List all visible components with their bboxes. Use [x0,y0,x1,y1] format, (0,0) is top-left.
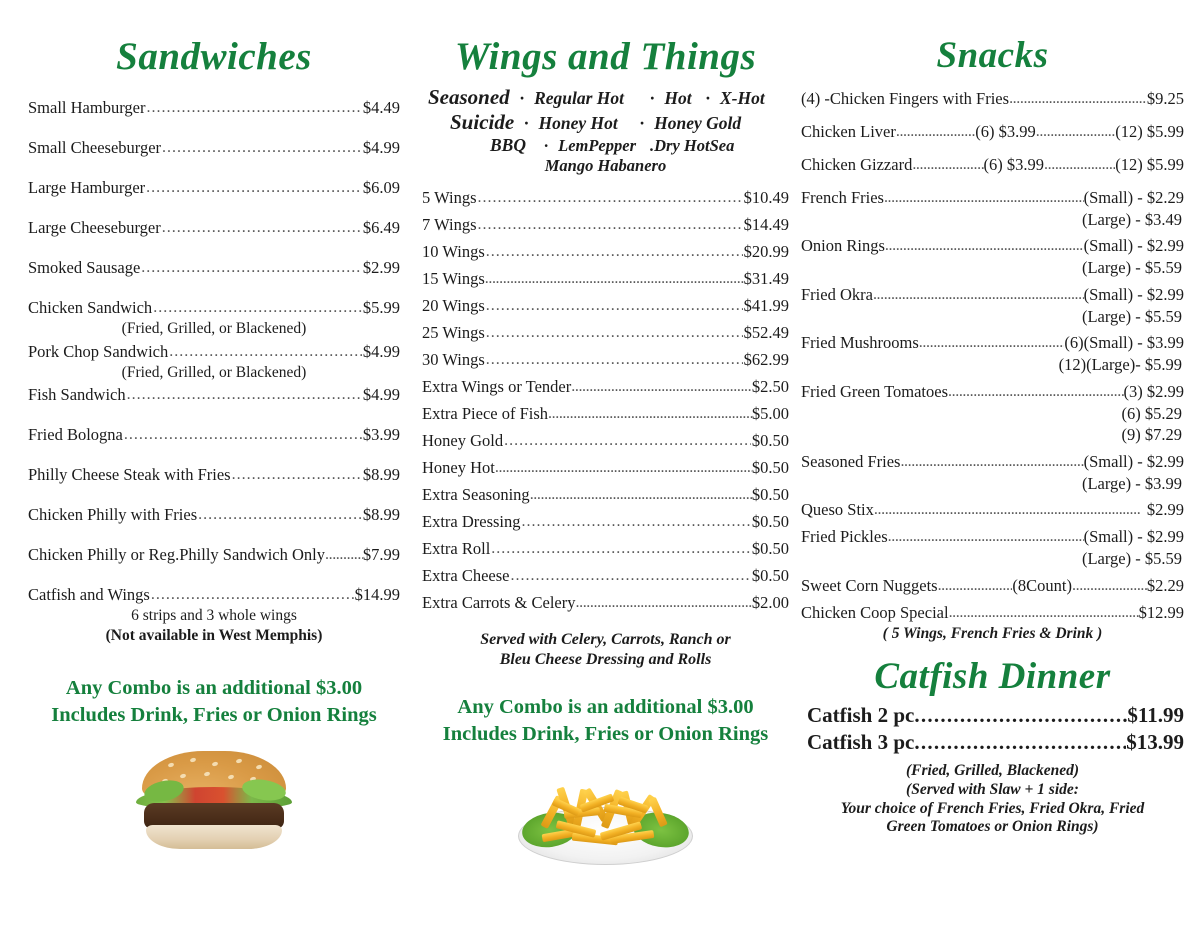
dot-leader [1044,155,1115,175]
menu-item-row [801,452,1184,473]
menu-item-row [422,566,789,587]
item-price: $3.99 [362,425,400,445]
item-price: $31.49 [743,269,789,288]
flavor-line [422,156,789,176]
dot-leader [511,566,751,586]
item-price: $8.99 [362,505,400,525]
dot-leader [485,269,744,289]
item-price: (6)(Small) - $3.99 [1064,333,1184,353]
item-price-large: (12) $5.99 [1115,155,1184,174]
item-name: Large Cheeseburger [28,218,161,237]
flavor-lead: Mango Habanero [544,156,667,175]
dot-leader [571,377,752,397]
dot-leader [124,425,362,445]
item-price: $0.50 [751,566,789,585]
combo-line-2: Includes Drink, Fries or Onion Rings [51,704,377,727]
dot-leader [491,539,751,559]
dot-leader [486,323,743,343]
flavor-line: Seasoned · Regular Hot · Hot · X-Hot [428,85,765,109]
combo-line-1: Any Combo is an additional $3.00 [457,696,754,718]
combo-line-2: Includes Drink, Fries or Onion Rings [442,722,769,745]
item-price: $4.99 [362,138,400,157]
item-price-alt: (12)(Large)- $5.99 [1058,355,1182,375]
catfish-note-2: (Served with Slaw + 1 side: [906,780,1079,798]
column-sandwiches [0,0,410,931]
item-name: Extra Carrots & Celery [422,593,576,612]
catfish-note-4: Green Tomatoes or Onion Rings) [886,818,1099,836]
menu-item-row [422,593,789,614]
item-price: $10.49 [743,188,789,207]
column-snacks [795,0,1200,931]
item-price: $6.09 [362,178,400,197]
flavor-item: X-Hot [720,88,765,108]
item-price-alt: (Large) - $5.59 [1081,549,1182,569]
dot-leader [146,178,362,198]
dot-leader [232,465,362,485]
menu-item-row [28,545,400,566]
menu-item-row [422,323,789,344]
item-name: Chicken Liver [801,122,896,141]
item-price: $62.99 [743,350,789,369]
page-title-catfish-dinner: Catfish Dinner [874,656,1111,698]
flavor-line: BBQ · LemPepper . Dry HotSea [490,135,735,155]
item-price: $14.99 [354,585,400,605]
item-name: Fried Okra [801,284,873,304]
dot-leader [888,527,1084,547]
dot-leader [938,576,1013,596]
item-price: (3) $2.99 [1123,381,1184,401]
item-price: $2.50 [751,377,789,396]
menu-item-row [28,425,400,446]
item-note: (Fried, Grilled, or Blackened) [121,320,307,337]
item-name: Large Hamburger [28,178,146,197]
column-wings [410,0,795,931]
item-name: French Fries [801,188,884,207]
item-name: Extra Roll [422,539,491,558]
item-price: $7.99 [362,545,400,565]
item-price: (Small) - $2.99 [1083,284,1184,304]
dot-leader [486,350,743,370]
dot-leader [146,98,361,118]
item-name: Chicken Sandwich [28,298,153,317]
menu-item-row [28,385,400,406]
dot-leader [1009,89,1147,109]
page-title-snacks: Snacks [936,35,1049,76]
item-name: Small Hamburger [28,98,146,117]
item-name: Chicken Philly with Fries [28,505,198,525]
dot-leader [127,385,362,405]
item-name: 15 Wings [422,269,485,288]
menu-item-row [422,242,789,263]
item-price-alt: (9) $7.29 [1121,425,1182,445]
menu-item-row-mid [801,576,1184,597]
flavor-item: LemPepper [558,136,636,155]
item-name: Chicken Gizzard [801,155,913,174]
item-price-alt: (Large) - $3.99 [1081,473,1182,493]
flavor-lead: Suicide [450,110,515,134]
item-note: ( 5 Wings, French Fries & Drink ) [882,624,1103,642]
menu-item-row [28,585,400,606]
dot-leader [495,458,752,478]
flavor-item: Honey Gold [654,113,742,133]
menu-item-row [801,382,1184,403]
menu-item-row [422,377,789,398]
dot-leader [576,593,752,613]
item-name: 7 Wings [422,215,477,234]
item-name: (4) -Chicken Fingers with Fries [801,89,1010,108]
item-price: $0.50 [751,512,789,531]
dot-leader [948,382,1123,402]
item-price: $12.99 [1138,602,1184,622]
item-price-alt: (Large) - $5.59 [1081,258,1182,278]
menu-item-row [28,98,400,119]
item-price: $4.49 [362,98,400,117]
menu-item-row [422,512,789,533]
item-price: $8.99 [362,465,400,485]
menu-item-row [801,603,1184,624]
dot-leader [885,236,1084,256]
item-name: 25 Wings [422,323,485,342]
item-name: Extra Wings or Tender [422,377,572,396]
item-price-small: (6) $3.99 [975,122,1036,141]
combo-notice-wings [422,694,789,747]
menu-item-row [422,404,789,425]
dot-leader [162,138,362,158]
menu-item-row [28,465,400,486]
menu-item-row [801,702,1184,729]
dot-leader [141,258,362,278]
item-name: Smoked Sausage [28,258,141,277]
menu-item-row [28,505,400,526]
item-name: Small Cheeseburger [28,138,162,157]
item-price: (Small) - $2.99 [1083,451,1184,471]
menu-item-row [28,342,400,363]
item-name: 30 Wings [422,350,485,369]
dot-leader [914,702,1127,729]
item-name: Honey Gold [422,431,504,450]
item-price: (Small) - $2.99 [1083,527,1184,547]
menu-item-row [801,527,1184,548]
item-name: Catfish 3 pc [807,730,915,755]
menu-item-row [422,296,789,317]
dot-leader [900,452,1083,472]
item-name: Extra Cheese [422,566,510,585]
dot-leader [486,242,743,262]
french-fries-image [518,761,693,873]
item-price-alt: (6) $5.29 [1121,403,1182,423]
flavor-lead: Seasoned [428,85,510,109]
item-name: Onion Rings [801,236,885,256]
item-price: $4.99 [362,385,400,405]
menu-item-row [422,458,789,479]
catfish-note-1: (Fried, Grilled, Blackened) [905,761,1080,779]
item-name: Fried Mushrooms [801,333,919,353]
dot-leader [478,188,743,208]
menu-item-row [28,298,400,319]
item-price: $6.49 [362,218,400,237]
dot-leader [530,485,752,505]
item-price: $2.99 [362,258,400,277]
item-name: Fried Bologna [28,425,123,445]
item-price: $14.49 [743,215,789,234]
dot-leader [914,729,1126,756]
item-name: Chicken Coop Special [801,602,949,622]
served-line-1: Served with Celery, Carrots, Ranch or [480,631,731,648]
item-price: $13.99 [1126,730,1184,755]
item-price: $2.29 [1146,575,1184,595]
dot-leader [522,512,751,532]
dot-leader [912,155,983,175]
menu-item-row [801,89,1184,110]
menu-item-row [28,258,400,279]
item-name: Extra Piece of Fish [422,404,549,423]
item-name: Extra Dressing [422,512,521,531]
item-price: $2.00 [751,593,789,612]
menu-item-row [28,138,400,159]
menu-item-row [801,236,1184,257]
dot-leader [1072,576,1147,596]
item-price: $0.50 [751,458,789,477]
item-name: Queso Stix [801,500,874,520]
combo-notice-sandwiches [28,675,400,728]
item-price: $41.99 [743,296,789,315]
catfish-note-3: Your choice of French Fries, Fried Okra, Fried [840,799,1145,817]
item-name: 10 Wings [422,242,485,261]
flavor-line: Suicide · Honey Hot · Honey Gold [450,110,742,134]
dot-leader [162,218,362,238]
item-price: $52.49 [743,323,789,342]
item-price: $0.50 [751,539,789,558]
dot-leader [873,285,1084,305]
flavor-item: Regular Hot [534,88,625,108]
page-title-wings: Wings and Things [454,35,757,78]
dot-leader [198,505,362,525]
dot-leader [949,603,1139,623]
item-name: Fish Sandwich [28,385,126,405]
menu-item-row [28,178,400,199]
menu-item-row-dual [801,122,1184,143]
item-name: Sweet Corn Nuggets [801,575,938,595]
menu-item-row [801,729,1184,756]
dot-leader [896,122,975,142]
item-name: Fried Pickles [801,527,888,547]
flavor-lead: BBQ [490,135,526,155]
item-name: Catfish 2 pc [807,703,915,728]
flavor-item: Dry HotSea [654,136,735,155]
bun-bottom [146,825,282,849]
item-price: $0.50 [751,485,789,504]
served-with-note [422,630,789,670]
dot-leader [486,296,743,316]
wing-flavors-list [422,85,789,176]
item-price: $5.00 [751,404,789,423]
item-price: (Small) - $2.29 [1083,188,1184,207]
dot-leader [504,431,751,451]
dot-leader [169,342,362,362]
item-name: Chicken Philly or Reg.Philly Sandwich Only [28,545,325,565]
item-price-small: (6) $3.99 [983,155,1045,174]
item-name: Honey Hot [422,458,495,477]
served-line-2: Bleu Cheese Dressing and Rolls [499,651,712,668]
dot-leader [325,545,363,565]
item-price: (Small) - $2.99 [1083,236,1184,256]
item-name: Catfish and Wings [28,585,150,605]
item-name: Seasoned Fries [801,451,901,471]
menu-item-row [422,188,789,209]
menu-item-row [422,350,789,371]
menu-item-row [801,188,1184,209]
item-price: $2.99 [1146,500,1184,520]
flavor-item: Hot [664,88,692,108]
menu-item-row [801,333,1184,354]
item-price-alt: (Large) - $3.49 [1081,210,1182,229]
item-price-alt: (Large) - $5.59 [1081,306,1182,326]
menu-item-row [422,215,789,236]
dot-leader [919,333,1065,353]
menu-item-row [422,269,789,290]
item-name: Extra Seasoning [422,485,530,504]
item-price: $0.50 [751,431,789,450]
item-note: (Fried, Grilled, or Blackened) [121,363,307,381]
dot-leader [153,298,362,318]
flavor-item: Honey Hot [538,113,618,133]
menu-item-row [422,485,789,506]
item-price: $4.99 [362,341,400,361]
dot-leader [548,404,752,424]
menu-item-row [422,431,789,452]
combo-line-1: Any Combo is an additional $3.00 [65,677,363,700]
item-name: Fried Green Tomatoes [801,381,949,401]
item-price: $9.25 [1146,89,1184,108]
item-name: Philly Cheese Steak with Fries [28,465,231,485]
item-name: 5 Wings [422,188,477,207]
menu-item-row [422,539,789,560]
dot-leader [874,500,1147,520]
menu-item-row [28,218,400,239]
menu-item-row-dual [801,155,1184,176]
item-price-large: (12) $5.99 [1115,122,1184,141]
dot-leader [884,188,1084,208]
hamburger-image [134,745,294,853]
catfish-wings-note-2: (Not available in West Memphis) [105,626,323,644]
dot-leader [478,215,743,235]
dot-leader [151,585,354,605]
item-name: Pork Chop Sandwich [28,341,169,361]
dot-leader [1036,122,1115,142]
item-price: $11.99 [1127,703,1184,728]
menu-item-row [801,285,1184,306]
item-count-label: (8Count) [1012,575,1073,595]
page-title-sandwiches: Sandwiches [116,35,312,78]
item-price: $20.99 [743,242,789,261]
item-price: $5.99 [362,298,400,317]
menu-item-row [801,500,1184,521]
item-name: 20 Wings [422,296,485,315]
catfish-wings-note-1: 6 strips and 3 whole wings [131,607,297,625]
